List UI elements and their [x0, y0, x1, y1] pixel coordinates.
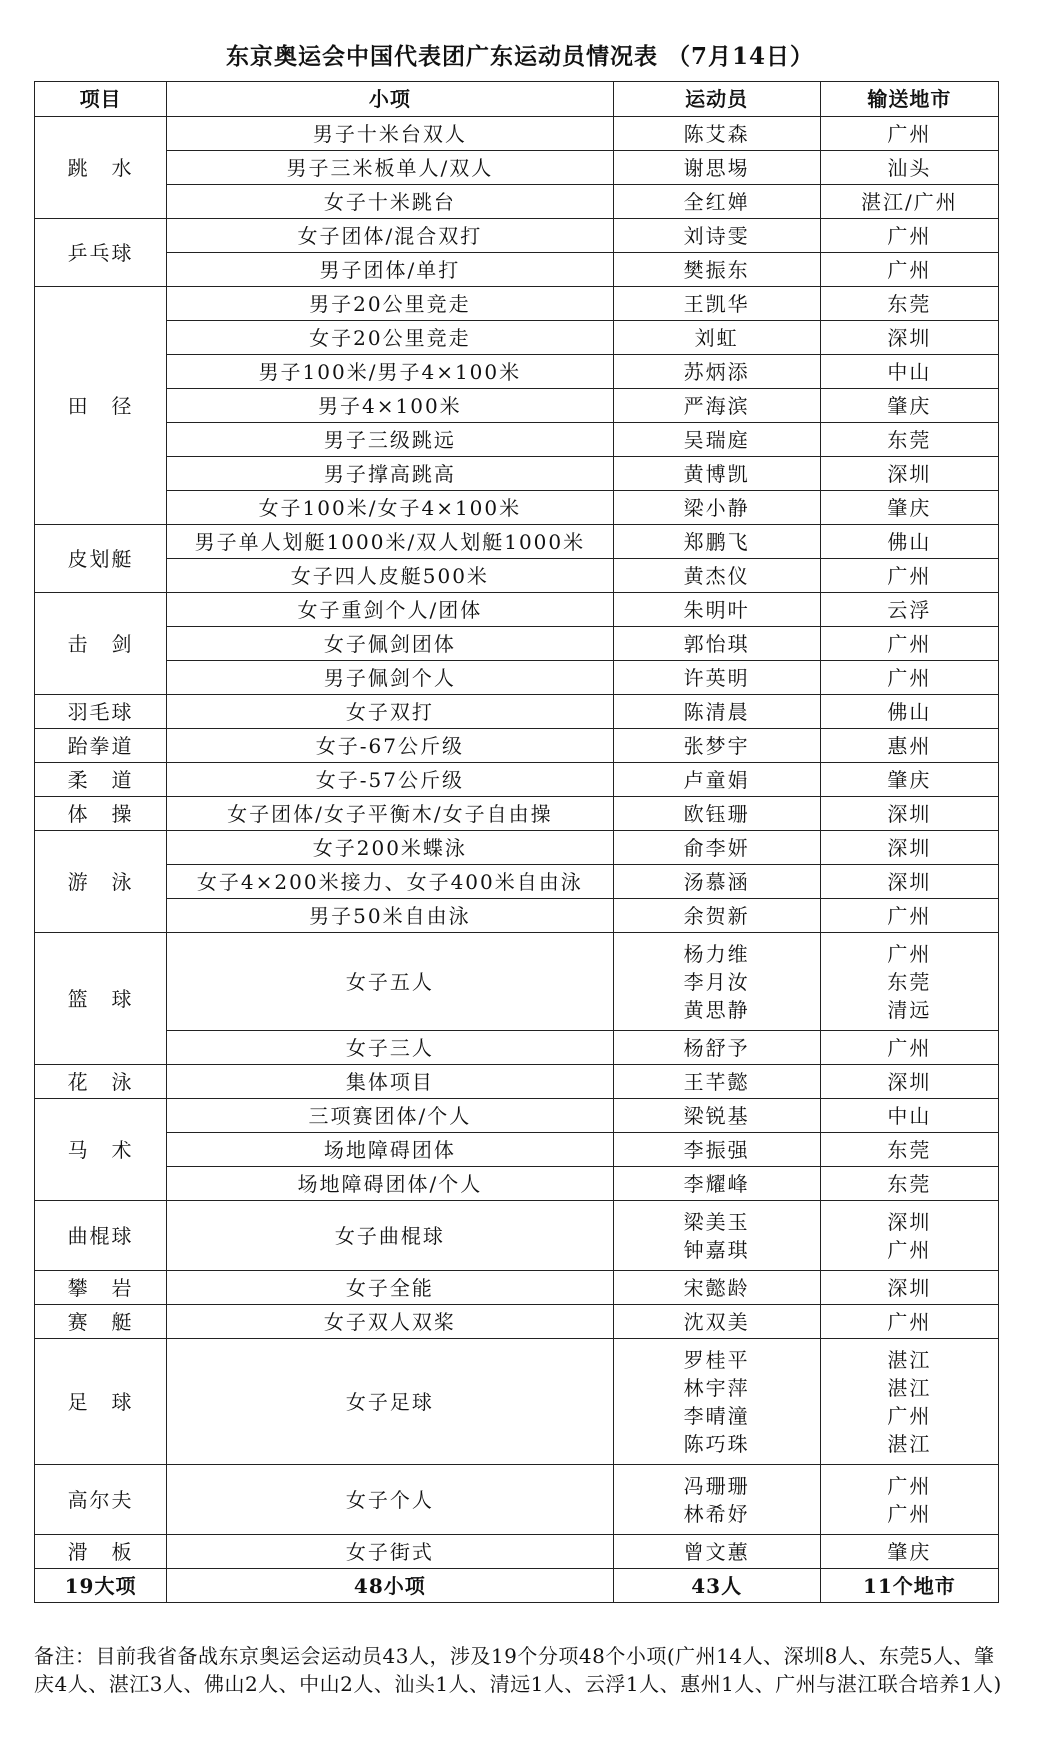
city-cell	[820, 1305, 998, 1339]
sport-cell: 篮 球	[35, 933, 167, 1065]
table-row	[35, 185, 999, 219]
city-name: 广州	[887, 631, 932, 656]
event-cell: 男子单人划艇1000米/双人划艇1000米	[167, 525, 613, 559]
city-cell	[820, 797, 998, 831]
city-name: 深圳	[887, 461, 932, 486]
athlete-cell	[613, 865, 820, 899]
athlete-name: 梁小静	[683, 495, 750, 520]
event-cell: 女子三人	[167, 1031, 613, 1065]
page-title: 东京奥运会中国代表团广东运动员情况表 （7月14日）	[225, 43, 815, 70]
athlete-name: 李月汝	[683, 969, 750, 994]
athlete-cell	[613, 389, 820, 423]
table-row	[35, 1099, 999, 1133]
athlete-cell	[613, 491, 820, 525]
city-name: 广州	[887, 1035, 932, 1060]
athlete-cell	[613, 1201, 820, 1271]
city-cell	[820, 491, 998, 525]
event-cell: 男子20公里竞走	[167, 287, 613, 321]
athlete-name: 全红婵	[683, 189, 750, 214]
event-cell: 男子三级跳远	[167, 423, 613, 457]
athlete-name: 王芊懿	[683, 1069, 750, 1094]
athlete-cell	[613, 1065, 820, 1099]
athlete-cell	[613, 253, 820, 287]
city-name: 佛山	[887, 529, 932, 554]
city-cell	[820, 287, 998, 321]
city-name: 深圳	[887, 835, 932, 860]
table-row	[35, 1339, 999, 1465]
city-name: 深圳	[887, 869, 932, 894]
table-row	[35, 1065, 999, 1099]
table-row	[35, 831, 999, 865]
table-row	[35, 253, 999, 287]
table-body	[35, 117, 999, 1569]
sport-cell: 高尔夫	[35, 1465, 167, 1535]
athlete-name: 黄思静	[683, 997, 750, 1022]
footnote: 备注：目前我省备战东京奥运会运动员43人，涉及19个分项48个小项(广州14人、深圳8人、东莞5人、肇庆4人、湛江3人、佛山2人、中山2人、汕头1人、清远1人、云浮1人、惠州1人、广州与湛江联合培养1人)	[34, 1644, 1002, 1696]
sport-cell: 游 泳	[35, 831, 167, 933]
table-row	[35, 1133, 999, 1167]
city-name: 广州	[887, 903, 932, 928]
city-name: 东莞	[887, 291, 932, 316]
city-cell	[820, 661, 998, 695]
table-row	[35, 389, 999, 423]
table-row	[35, 763, 999, 797]
city-cell	[820, 1201, 998, 1271]
event-cell: 女子个人	[167, 1465, 613, 1535]
event-cell: 女子200米蝶泳	[167, 831, 613, 865]
event-cell: 女子街式	[167, 1535, 613, 1569]
city-name: 广州	[887, 665, 932, 690]
city-cell	[820, 763, 998, 797]
total-city: 11个地市	[820, 1569, 998, 1603]
event-cell: 女子佩剑团体	[167, 627, 613, 661]
sport-cell: 体 操	[35, 797, 167, 831]
table-row	[35, 797, 999, 831]
event-cell: 三项赛团体/个人	[167, 1099, 613, 1133]
event-cell: 男子100米/男子4×100米	[167, 355, 613, 389]
athlete-cell	[613, 729, 820, 763]
city-name: 广州	[887, 121, 932, 146]
sport-cell: 柔 道	[35, 763, 167, 797]
city-cell	[820, 1465, 998, 1535]
athlete-cell	[613, 627, 820, 661]
city-name: 广州	[887, 1473, 932, 1498]
city-name: 广州	[887, 1237, 932, 1262]
city-name: 广州	[887, 1309, 932, 1334]
table-row	[35, 559, 999, 593]
athlete-name: 沈双美	[683, 1309, 750, 1334]
athlete-name: 郭怡琪	[683, 631, 750, 656]
athlete-name: 欧钰珊	[683, 801, 750, 826]
table-row	[35, 1535, 999, 1569]
city-cell	[820, 253, 998, 287]
table-row	[35, 321, 999, 355]
table-row	[35, 729, 999, 763]
city-name: 东莞	[887, 1137, 932, 1162]
city-cell	[820, 185, 998, 219]
athlete-cell	[613, 1133, 820, 1167]
city-cell	[820, 865, 998, 899]
city-cell	[820, 219, 998, 253]
city-cell	[820, 899, 998, 933]
athlete-cell	[613, 593, 820, 627]
athlete-table	[34, 81, 999, 1603]
athlete-cell	[613, 1167, 820, 1201]
event-cell: 女子-67公斤级	[167, 729, 613, 763]
athlete-cell	[613, 1031, 820, 1065]
city-name: 中山	[887, 1103, 932, 1128]
city-cell	[820, 151, 998, 185]
table-header-row	[35, 82, 999, 117]
athlete-name: 朱明叶	[683, 597, 750, 622]
sport-cell: 跳 水	[35, 117, 167, 219]
sport-cell: 马 术	[35, 1099, 167, 1201]
athlete-name: 林希妤	[683, 1501, 750, 1526]
table-row	[35, 1305, 999, 1339]
city-cell	[820, 729, 998, 763]
city-name: 惠州	[887, 733, 932, 758]
city-cell	[820, 423, 998, 457]
athlete-cell	[613, 117, 820, 151]
athlete-name: 梁美玉	[683, 1209, 750, 1234]
city-name: 东莞	[887, 1171, 932, 1196]
athlete-cell	[613, 457, 820, 491]
sport-cell: 羽毛球	[35, 695, 167, 729]
city-cell	[820, 695, 998, 729]
table-row	[35, 355, 999, 389]
sport-cell: 赛 艇	[35, 1305, 167, 1339]
total-athlete: 43人	[613, 1569, 820, 1603]
city-name: 广州	[887, 1403, 932, 1428]
table-row	[35, 151, 999, 185]
table-row	[35, 933, 999, 1031]
athlete-name: 钟嘉琪	[683, 1237, 750, 1262]
athlete-name: 李耀峰	[683, 1171, 750, 1196]
total-event: 48小项	[167, 1569, 613, 1603]
athlete-name: 冯珊珊	[683, 1473, 750, 1498]
city-name: 清远	[887, 997, 932, 1022]
event-cell: 集体项目	[167, 1065, 613, 1099]
athlete-cell	[613, 763, 820, 797]
table-row	[35, 865, 999, 899]
athlete-name: 黄博凯	[683, 461, 750, 486]
city-cell	[820, 457, 998, 491]
athlete-cell	[613, 151, 820, 185]
city-name: 深圳	[887, 325, 932, 350]
city-name: 广州	[887, 563, 932, 588]
athlete-name: 李晴潼	[683, 1403, 750, 1428]
city-name: 肇庆	[887, 767, 932, 792]
table-row	[35, 1031, 999, 1065]
city-cell	[820, 1133, 998, 1167]
table-row	[35, 695, 999, 729]
table-row	[35, 287, 999, 321]
table-row	[35, 457, 999, 491]
city-name: 深圳	[887, 1069, 932, 1094]
sport-cell: 花 泳	[35, 1065, 167, 1099]
city-cell	[820, 389, 998, 423]
city-name: 深圳	[887, 801, 932, 826]
athlete-name: 余贺新	[683, 903, 750, 928]
athlete-name: 谢思埸	[683, 155, 750, 180]
city-name: 中山	[887, 359, 932, 384]
sport-cell: 曲棍球	[35, 1201, 167, 1271]
athlete-name: 林宇萍	[683, 1375, 750, 1400]
athlete-cell	[613, 1535, 820, 1569]
athlete-name: 许英明	[683, 665, 750, 690]
athlete-name: 吴瑞庭	[683, 427, 750, 452]
city-name: 东莞	[887, 969, 932, 994]
event-cell: 女子20公里竞走	[167, 321, 613, 355]
athlete-cell	[613, 1271, 820, 1305]
city-name: 东莞	[887, 427, 932, 452]
athlete-name: 陈艾森	[683, 121, 750, 146]
athlete-name: 陈清晨	[683, 699, 750, 724]
athlete-cell	[613, 661, 820, 695]
athlete-name: 刘虹	[694, 325, 739, 350]
athlete-cell	[613, 831, 820, 865]
sport-cell: 攀 岩	[35, 1271, 167, 1305]
athlete-name: 王凯华	[683, 291, 750, 316]
athlete-name: 卢童娟	[683, 767, 750, 792]
city-cell	[820, 1271, 998, 1305]
athlete-name: 宋懿龄	[683, 1275, 750, 1300]
event-cell: 场地障碍团体	[167, 1133, 613, 1167]
city-cell	[820, 933, 998, 1031]
event-cell: 女子团体/混合双打	[167, 219, 613, 253]
table-row	[35, 1271, 999, 1305]
city-name: 肇庆	[887, 393, 932, 418]
event-cell: 女子100米/女子4×100米	[167, 491, 613, 525]
city-name: 云浮	[887, 597, 932, 622]
sport-cell: 皮划艇	[35, 525, 167, 593]
city-cell	[820, 1031, 998, 1065]
city-name: 湛江	[887, 1431, 932, 1456]
city-name: 广州	[887, 1501, 932, 1526]
event-cell: 场地障碍团体/个人	[167, 1167, 613, 1201]
city-cell	[820, 117, 998, 151]
city-cell	[820, 559, 998, 593]
city-name: 深圳	[887, 1209, 932, 1234]
table-row	[35, 1201, 999, 1271]
event-cell: 男子佩剑个人	[167, 661, 613, 695]
event-cell: 女子四人皮艇500米	[167, 559, 613, 593]
sport-cell: 乒乓球	[35, 219, 167, 287]
athlete-name: 梁锐基	[683, 1103, 750, 1128]
athlete-cell	[613, 559, 820, 593]
athlete-cell	[613, 933, 820, 1031]
event-cell: 女子重剑个人/团体	[167, 593, 613, 627]
sport-cell: 田 径	[35, 287, 167, 525]
city-cell	[820, 1065, 998, 1099]
athlete-name: 樊振东	[683, 257, 750, 282]
table-row	[35, 627, 999, 661]
city-cell	[820, 1535, 998, 1569]
city-cell	[820, 831, 998, 865]
table-row	[35, 525, 999, 559]
athlete-cell	[613, 423, 820, 457]
event-cell: 女子五人	[167, 933, 613, 1031]
city-name: 汕头	[887, 155, 932, 180]
city-name: 广州	[887, 257, 932, 282]
city-cell	[820, 1339, 998, 1465]
event-cell: 男子撑高跳高	[167, 457, 613, 491]
event-cell: 女子足球	[167, 1339, 613, 1465]
city-cell	[820, 1099, 998, 1133]
table-row	[35, 491, 999, 525]
sport-cell: 滑 板	[35, 1535, 167, 1569]
athlete-name: 杨力维	[683, 941, 750, 966]
event-cell: 男子50米自由泳	[167, 899, 613, 933]
event-cell: 女子全能	[167, 1271, 613, 1305]
city-cell	[820, 355, 998, 389]
athlete-name: 苏炳添	[683, 359, 750, 384]
city-name: 湛江	[887, 1347, 932, 1372]
city-name: 湛江/广州	[861, 189, 958, 214]
event-cell: 女子团体/女子平衡木/女子自由操	[167, 797, 613, 831]
athlete-name: 杨舒予	[683, 1035, 750, 1060]
athlete-cell	[613, 355, 820, 389]
city-name: 广州	[887, 941, 932, 966]
city-cell	[820, 321, 998, 355]
athlete-cell	[613, 1305, 820, 1339]
athlete-cell	[613, 321, 820, 355]
city-name: 肇庆	[887, 495, 932, 520]
table-row	[35, 593, 999, 627]
header-sport: 项目	[35, 82, 167, 117]
header-event: 小项	[167, 82, 613, 117]
athlete-cell	[613, 219, 820, 253]
table-row	[35, 1167, 999, 1201]
athlete-name: 黄杰仪	[683, 563, 750, 588]
event-cell: 女子十米跳台	[167, 185, 613, 219]
table-row	[35, 899, 999, 933]
city-name: 肇庆	[887, 1539, 932, 1564]
sport-cell: 跆拳道	[35, 729, 167, 763]
athlete-cell	[613, 287, 820, 321]
header-city: 输送地市	[820, 82, 998, 117]
city-name: 深圳	[887, 1275, 932, 1300]
athlete-name: 陈巧珠	[683, 1431, 750, 1456]
athlete-cell	[613, 1465, 820, 1535]
city-cell	[820, 525, 998, 559]
event-cell: 男子团体/单打	[167, 253, 613, 287]
athlete-cell	[613, 525, 820, 559]
athlete-name: 汤慕涵	[683, 869, 750, 894]
sport-cell: 击 剑	[35, 593, 167, 695]
athlete-cell	[613, 695, 820, 729]
table-row	[35, 117, 999, 151]
event-cell: 女子双打	[167, 695, 613, 729]
city-name: 佛山	[887, 699, 932, 724]
city-cell	[820, 593, 998, 627]
city-cell	[820, 1167, 998, 1201]
athlete-name: 罗桂平	[683, 1347, 750, 1372]
city-name: 湛江	[887, 1375, 932, 1400]
table-row	[35, 219, 999, 253]
athlete-name: 郑鹏飞	[683, 529, 750, 554]
athlete-name: 刘诗雯	[683, 223, 750, 248]
table-row	[35, 661, 999, 695]
table-row	[35, 423, 999, 457]
athlete-cell	[613, 797, 820, 831]
event-cell: 男子三米板单人/双人	[167, 151, 613, 185]
athlete-cell	[613, 1339, 820, 1465]
athlete-cell	[613, 1099, 820, 1133]
athlete-name: 曾文蕙	[683, 1539, 750, 1564]
city-name: 广州	[887, 223, 932, 248]
athlete-cell	[613, 185, 820, 219]
athlete-name: 俞李妍	[683, 835, 750, 860]
event-cell: 男子4×100米	[167, 389, 613, 423]
city-cell	[820, 627, 998, 661]
athlete-cell	[613, 899, 820, 933]
event-cell: 男子十米台双人	[167, 117, 613, 151]
totals-row	[35, 1569, 999, 1603]
event-cell: 女子曲棍球	[167, 1201, 613, 1271]
athlete-name: 李振强	[683, 1137, 750, 1162]
athlete-name: 严海滨	[683, 393, 750, 418]
header-athlete: 运动员	[613, 82, 820, 117]
sport-cell: 足 球	[35, 1339, 167, 1465]
event-cell: 女子4×200米接力、女子400米自由泳	[167, 865, 613, 899]
event-cell: 女子-57公斤级	[167, 763, 613, 797]
table-row	[35, 1465, 999, 1535]
event-cell: 女子双人双桨	[167, 1305, 613, 1339]
total-sport: 19大项	[35, 1569, 167, 1603]
athlete-name: 张梦宇	[683, 733, 750, 758]
